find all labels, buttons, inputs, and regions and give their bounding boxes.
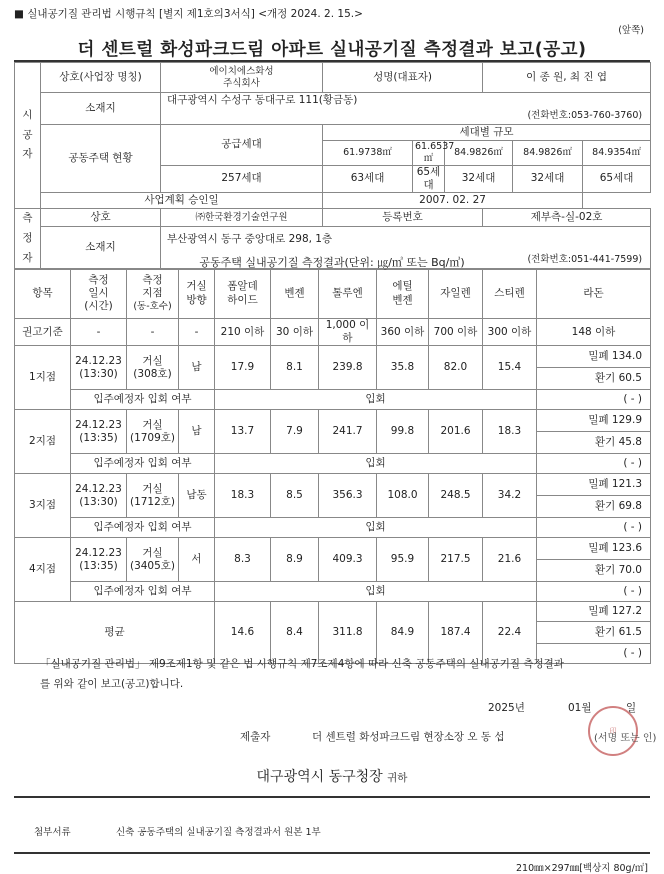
attend-radon: ( - ): [537, 518, 651, 538]
point-name: 2지점: [15, 410, 71, 474]
average-styrene: 22.4: [483, 602, 537, 664]
average-label: 평균: [15, 602, 215, 664]
value-toluene: 409.3: [319, 538, 377, 582]
company-label: 상호(사업장 명칭): [41, 63, 161, 93]
reg-value: 제부측-실-02호: [483, 209, 651, 227]
attachment-top-rule: [14, 796, 650, 798]
form-reference-note: ■ 실내공기질 관리법 시행규칙 [별지 제1호의3서식] <개정 2024. 2. 15.>: [14, 8, 363, 20]
point-direction: 서: [179, 538, 215, 582]
average-toluene: 311.8: [319, 602, 377, 664]
value-benzene: 8.9: [271, 538, 319, 582]
results-caption: 공동주택 실내공기질 측정결과(단위: ㎍/㎥ 또는 Bq/㎥): [199, 256, 465, 269]
value-toluene: 241.7: [319, 410, 377, 454]
radon-closed: 밀폐 123.6: [537, 538, 651, 560]
size-2: 61.6537㎡: [413, 141, 445, 166]
standard-dash: -: [179, 319, 215, 346]
value-xylene: 201.6: [429, 410, 483, 454]
declaration-line: 「실내공기질 관리법」 제9조제1항 및 같은 법 시행규칙 제7조제4항에 따라 신축 공동주택의 실내공기질 측정결과: [40, 658, 564, 670]
point-location: 거실 (1712호): [127, 474, 179, 518]
inspector-address-label: 소재지: [41, 227, 161, 270]
inspector-company-value: ㈜한국환경기술연구원: [161, 209, 323, 227]
header-direction: 거실 방향: [179, 269, 215, 319]
size-count-4: 32세대: [513, 165, 583, 192]
header-toluene: 톨루엔: [319, 269, 377, 319]
radon-closed: 밀폐 121.3: [537, 474, 651, 496]
date-day: 일: [626, 702, 637, 714]
approval-value: 2007. 02. 27: [323, 193, 583, 209]
attend-value: 입회: [215, 390, 537, 410]
header-benzene: 벤젠: [271, 269, 319, 319]
date-year: 2025년: [488, 702, 525, 714]
attend-label: 입주예정자 입회 여부: [71, 390, 215, 410]
size-count-1: 63세대: [323, 165, 413, 192]
attend-radon: ( - ): [537, 454, 651, 474]
value-styrene: 18.3: [483, 410, 537, 454]
value-xylene: 248.5: [429, 474, 483, 518]
average-ethylbenzene: 84.9: [377, 602, 429, 664]
rep-value: 이 종 원, 최 진 엽: [483, 63, 651, 93]
attachment-value: 신축 공동주택의 실내공기질 측정결과서 원본 1부: [116, 827, 321, 838]
radon-vent: 환기 60.5: [537, 368, 651, 390]
average-row: [15, 602, 651, 622]
point-location: 거실 (308호): [127, 346, 179, 390]
value-formaldehyde: 8.3: [215, 538, 271, 582]
point-date: 24.12.23 (13:35): [71, 410, 127, 454]
value-ethylbenzene: 99.8: [377, 410, 429, 454]
standard-dash: -: [71, 319, 127, 346]
submitter-label: 제출자: [240, 731, 271, 743]
value-benzene: 7.9: [271, 410, 319, 454]
point-name: 4지점: [15, 538, 71, 602]
info-table: [14, 62, 651, 270]
header-location: 측정 지점 (동-호수): [127, 269, 179, 319]
declaration: [40, 655, 640, 695]
results-header-row: [15, 269, 651, 319]
attend-radon: ( - ): [537, 582, 651, 602]
point-location: 거실 (1709호): [127, 410, 179, 454]
radon-vent: 환기 70.0: [537, 560, 651, 582]
standard-toluene: 1,000 이하: [319, 319, 377, 346]
paper-size: 210㎜×297㎜[백상지 80g/㎡]: [515, 863, 648, 874]
size-3: 84.9826㎡: [445, 141, 513, 166]
value-styrene: 21.6: [483, 538, 537, 582]
standard-xylene: 700 이하: [429, 319, 483, 346]
point-row: [15, 346, 651, 368]
point-direction: 남동: [179, 474, 215, 518]
approval-label: 사업계획 승인일: [41, 193, 323, 209]
header-radon: 라돈: [537, 269, 651, 319]
recipient-name: 대구광역시 동구청장: [256, 769, 383, 785]
constructor-phone: (전화번호:053-760-3760): [161, 109, 651, 125]
standard-styrene: 300 이하: [483, 319, 537, 346]
radon-vent: 환기 69.8: [537, 496, 651, 518]
point-date: 24.12.23 (13:30): [71, 474, 127, 518]
value-toluene: 239.8: [319, 346, 377, 390]
header-ethylbenzene: 에틸 벤젠: [377, 269, 429, 319]
value-benzene: 8.1: [271, 346, 319, 390]
point-location: 거실 (3405호): [127, 538, 179, 582]
point-row: [15, 474, 651, 496]
declaration-line: 를 위와 같이 보고(공고)합니다.: [40, 677, 184, 690]
average-radon-closed: 밀폐 127.2: [537, 602, 651, 622]
standard-ethylbenzene: 360 이하: [377, 319, 429, 346]
header-item: 항목: [15, 269, 71, 319]
standard-label: 권고기준: [15, 319, 71, 346]
point-name: 1지점: [15, 346, 71, 410]
housing-label: 공동주택 현황: [41, 125, 161, 193]
page-side-label: (앞쪽): [618, 25, 644, 36]
attend-label: 입주예정자 입회 여부: [71, 454, 215, 474]
standard-radon: 148 이하: [537, 319, 651, 346]
header-xylene: 자일렌: [429, 269, 483, 319]
value-ethylbenzene: 95.9: [377, 538, 429, 582]
size-5: 84.9354㎡: [583, 141, 651, 166]
point-direction: 남: [179, 346, 215, 390]
supply-label: 공급세대: [161, 125, 323, 166]
value-formaldehyde: 13.7: [215, 410, 271, 454]
value-styrene: 15.4: [483, 346, 537, 390]
header-styrene: 스티렌: [483, 269, 537, 319]
attend-value: 입회: [215, 518, 537, 538]
radon-closed: 밀폐 129.9: [537, 410, 651, 432]
date-month: 01월: [568, 702, 592, 714]
average-benzene: 8.4: [271, 602, 319, 664]
point-date: 24.12.23 (13:30): [71, 346, 127, 390]
point-row: [15, 410, 651, 432]
attend-radon: ( - ): [537, 390, 651, 410]
point-name: 3지점: [15, 474, 71, 538]
inspector-address-value: 부산광역시 동구 중앙대로 298, 1층: [161, 227, 651, 252]
size-count-5: 65세대: [583, 165, 651, 192]
sign-note: (서명 또는 인): [594, 733, 657, 744]
radon-closed: 밀폐 134.0: [537, 346, 651, 368]
standard-benzene: 30 이하: [271, 319, 319, 346]
size-count-2: 65세대: [413, 165, 445, 192]
address-value: 대구광역시 수성구 동대구로 111(황금동): [161, 93, 651, 109]
reg-label: 등록번호: [323, 209, 483, 227]
value-ethylbenzene: 35.8: [377, 346, 429, 390]
size-4: 84.9826㎡: [513, 141, 583, 166]
standard-formaldehyde: 210 이하: [215, 319, 271, 346]
value-ethylbenzene: 108.0: [377, 474, 429, 518]
value-xylene: 82.0: [429, 346, 483, 390]
average-radon-dash: ( - ): [537, 644, 651, 664]
attend-value: 입회: [215, 582, 537, 602]
rep-label: 성명(대표자): [323, 63, 483, 93]
attend-value: 입회: [215, 454, 537, 474]
value-styrene: 34.2: [483, 474, 537, 518]
supply-value: 257세대: [161, 165, 323, 192]
point-row: [15, 538, 651, 560]
average-formaldehyde: 14.6: [215, 602, 271, 664]
header-date: 측정 일시 (시간): [71, 269, 127, 319]
submitter-value: 더 센트럴 화성파크드림 현장소장 오 동 섭: [312, 731, 505, 743]
attend-label: 입주예정자 입회 여부: [71, 582, 215, 602]
point-date: 24.12.23 (13:35): [71, 538, 127, 582]
inspector-side-label: 측 정 자: [15, 209, 41, 270]
attachment-label: 첨부서류: [34, 827, 71, 838]
value-formaldehyde: 17.9: [215, 346, 271, 390]
attend-label: 입주예정자 입회 여부: [71, 518, 215, 538]
inspector-company-label: 상호: [41, 209, 161, 227]
value-formaldehyde: 18.3: [215, 474, 271, 518]
company-value: 에이치에스화성 주식회사: [161, 63, 323, 93]
recipient: [0, 766, 664, 786]
header-formaldehyde: 폼알데 하이드: [215, 269, 271, 319]
seal-stamp-icon: 印: [588, 706, 638, 756]
radon-vent: 환기 45.8: [537, 432, 651, 454]
value-toluene: 356.3: [319, 474, 377, 518]
average-xylene: 187.4: [429, 602, 483, 664]
size-count-3: 32세대: [445, 165, 513, 192]
point-direction: 남: [179, 410, 215, 454]
value-benzene: 8.5: [271, 474, 319, 518]
document-title: 더 센트럴 화성파크드림 아파트 실내공기질 측정결과 보고(공고): [77, 40, 587, 60]
constructor-side-label: 시 공 자: [15, 63, 41, 209]
attachment-bottom-rule: [14, 852, 650, 854]
address-label: 소재지: [41, 93, 161, 125]
value-xylene: 217.5: [429, 538, 483, 582]
recipient-suffix: 귀하: [387, 772, 408, 784]
standard-dash: -: [127, 319, 179, 346]
inspector-phone: (전화번호:051-441-7599): [161, 251, 651, 269]
results-table: [14, 268, 651, 664]
size-1: 61.9738㎡: [323, 141, 413, 166]
average-radon-vent: 환기 61.5: [537, 622, 651, 644]
standard-row: [15, 319, 651, 346]
size-label: 세대별 규모: [323, 125, 651, 141]
